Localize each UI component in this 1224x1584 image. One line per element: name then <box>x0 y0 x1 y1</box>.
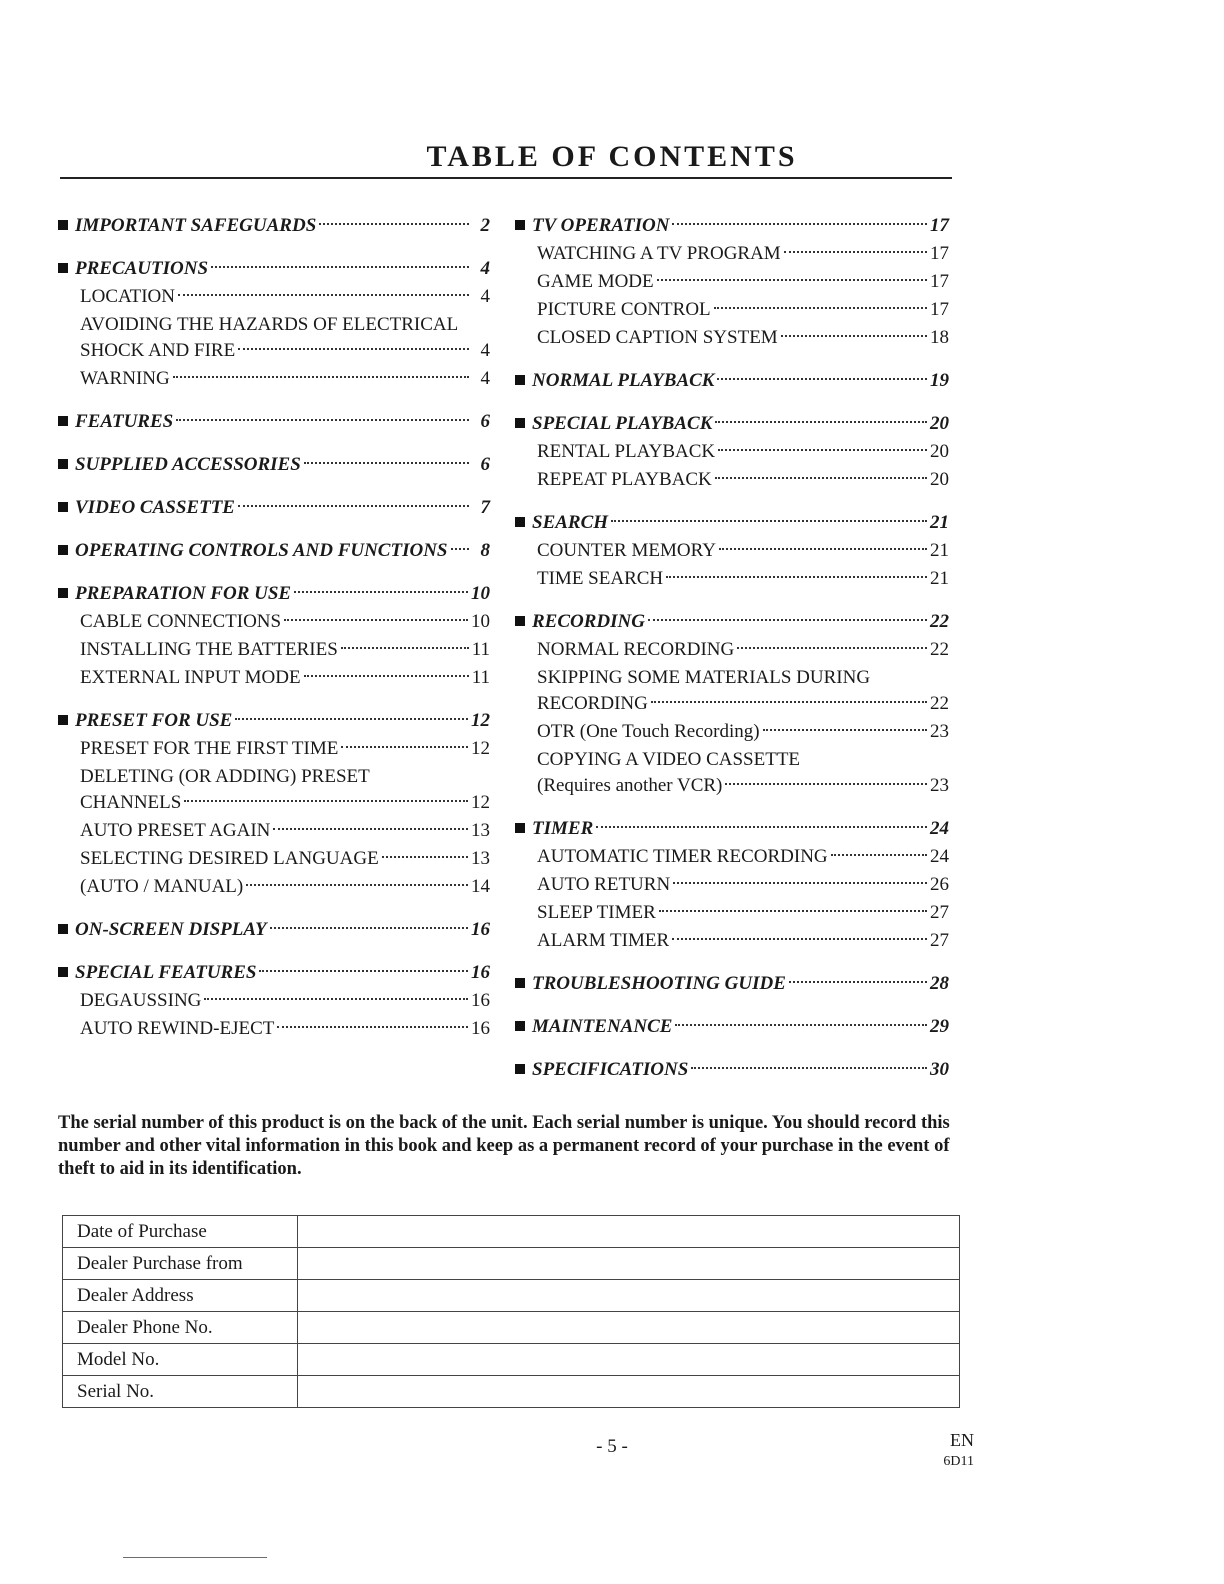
toc-heading[interactable] <box>515 212 949 240</box>
toc-subentry[interactable] <box>58 664 490 692</box>
toc-page-number: 18 <box>930 327 949 348</box>
bullet-icon <box>515 1021 525 1031</box>
toc-label: TROUBLESHOOTING GUIDE <box>532 973 786 994</box>
toc-label: IMPORTANT SAFEGUARDS <box>75 215 317 236</box>
record-label: Serial No. <box>63 1376 298 1408</box>
bullet-icon <box>515 978 525 988</box>
model-code: 6D11 <box>943 1454 974 1469</box>
toc-page-number: 20 <box>930 413 949 434</box>
toc-section <box>515 608 949 800</box>
toc-left-column <box>58 212 490 1058</box>
toc-label: AUTOMATIC TIMER RECORDING <box>537 846 828 867</box>
dot-leader <box>737 647 927 649</box>
dot-leader <box>831 854 927 856</box>
toc-label: TIMER <box>532 818 594 839</box>
toc-subentry[interactable] <box>515 466 949 494</box>
toc-subentry[interactable] <box>58 1015 490 1043</box>
toc-section <box>515 1056 949 1084</box>
dot-leader <box>781 335 927 337</box>
toc-label: GAME MODE <box>537 271 654 292</box>
toc-label: VIDEO CASSETTE <box>75 497 235 518</box>
toc-section <box>515 815 949 955</box>
toc-label-line1: COPYING A VIDEO CASSETTE <box>537 749 801 770</box>
dot-leader <box>719 548 927 550</box>
toc-page-number: 26 <box>930 874 949 895</box>
toc-section <box>58 707 490 901</box>
dot-leader <box>673 882 927 884</box>
toc-page-number: 2 <box>480 215 490 236</box>
bullet-icon <box>58 459 68 469</box>
dot-leader <box>648 619 927 621</box>
toc-page-number: 22 <box>930 639 949 660</box>
dot-leader <box>341 746 468 748</box>
toc-heading[interactable] <box>58 255 490 283</box>
record-row <box>63 1248 960 1280</box>
toc-label: (AUTO / MANUAL) <box>80 876 244 897</box>
toc-label: SHOCK AND FIRE <box>80 340 236 361</box>
toc-label: RENTAL PLAYBACK <box>537 441 716 462</box>
toc-heading[interactable] <box>515 367 949 395</box>
toc-page-number: 6 <box>480 454 490 475</box>
bullet-icon <box>515 1064 525 1074</box>
dot-leader <box>235 718 468 720</box>
toc-heading[interactable] <box>515 410 949 438</box>
toc-page-number: 19 <box>930 370 949 391</box>
toc-label-line2 <box>537 690 949 718</box>
toc-page-number: 21 <box>930 568 949 589</box>
toc-page-number: 10 <box>471 611 490 632</box>
record-row <box>63 1344 960 1376</box>
toc-label: REPEAT PLAYBACK <box>537 469 712 490</box>
toc-page-number: 4 <box>480 340 490 361</box>
toc-page-number: 13 <box>471 848 490 869</box>
toc-label: CHANNELS <box>80 792 182 813</box>
toc-label: ON-SCREEN DISPLAY <box>75 919 267 940</box>
record-row <box>63 1312 960 1344</box>
toc-label: SPECIAL FEATURES <box>75 962 257 983</box>
bullet-icon <box>515 375 525 385</box>
bullet-icon <box>58 715 68 725</box>
bullet-icon <box>58 502 68 512</box>
toc-page-number: 24 <box>930 818 949 839</box>
toc-heading[interactable] <box>515 608 949 636</box>
toc-heading[interactable] <box>58 916 490 944</box>
toc-label: INSTALLING THE BATTERIES <box>80 639 338 660</box>
dot-leader <box>211 266 469 268</box>
toc-label-line1: DELETING (OR ADDING) PRESET <box>80 766 370 787</box>
bullet-icon <box>58 416 68 426</box>
toc-label: CLOSED CAPTION SYSTEM <box>537 327 778 348</box>
page-title: TABLE OF CONTENTS <box>426 140 798 173</box>
toc-label: AUTO REWIND-EJECT <box>80 1018 275 1039</box>
toc-heading[interactable] <box>515 1056 949 1084</box>
toc-page-number: 4 <box>480 258 490 279</box>
toc-label: PRESET FOR USE <box>75 710 233 731</box>
toc-label-line1: AVOIDING THE HAZARDS OF ELECTRICAL <box>80 314 459 335</box>
toc-page-number: 27 <box>930 902 949 923</box>
dot-leader <box>784 251 927 253</box>
dot-leader <box>173 376 469 378</box>
record-value-field[interactable] <box>298 1248 960 1280</box>
toc-page-number: 29 <box>930 1016 949 1037</box>
toc-page-number: 28 <box>930 973 949 994</box>
dot-leader <box>715 477 927 479</box>
record-label: Dealer Address <box>63 1280 298 1312</box>
dot-leader <box>763 729 927 731</box>
toc-heading[interactable] <box>515 815 949 843</box>
record-label: Dealer Purchase from <box>63 1248 298 1280</box>
record-value-field[interactable] <box>298 1312 960 1344</box>
dot-leader <box>717 378 927 380</box>
toc-right-column <box>515 212 949 1099</box>
toc-subentry[interactable] <box>515 664 949 718</box>
dot-leader <box>789 981 927 983</box>
serial-number-notice: The serial number of this product is on the back of the unit. Each serial number is unique. You should record this number and other vital information in this book and keep as a permanent record of your purchase in the event of theft to aid in its identification. <box>58 1113 950 1179</box>
toc-page-number: 27 <box>930 930 949 951</box>
toc-heading[interactable] <box>58 212 490 240</box>
toc-label: SUPPLIED ACCESSORIES <box>75 454 301 475</box>
toc-label: AUTO PRESET AGAIN <box>80 820 271 841</box>
toc-subentry[interactable] <box>515 927 949 955</box>
toc-section <box>515 970 949 998</box>
toc-heading[interactable] <box>515 1013 949 1041</box>
toc-section <box>58 537 490 565</box>
toc-page-number: 24 <box>930 846 949 867</box>
toc-page-number: 16 <box>471 990 490 1011</box>
toc-label: EXTERNAL INPUT MODE <box>80 667 301 688</box>
toc-label: TIME SEARCH <box>537 568 664 589</box>
toc-subentry[interactable] <box>58 987 490 1015</box>
dot-leader <box>246 884 468 886</box>
toc-label: PRESET FOR THE FIRST TIME <box>80 738 339 759</box>
record-label: Dealer Phone No. <box>63 1312 298 1344</box>
toc-page-number: 30 <box>930 1059 949 1080</box>
toc-page-number: 22 <box>930 693 949 714</box>
dot-leader <box>204 998 468 1000</box>
toc-subentry[interactable] <box>58 608 490 636</box>
toc-label: COUNTER MEMORY <box>537 540 716 561</box>
toc-subentry[interactable] <box>515 296 949 324</box>
bullet-icon <box>58 588 68 598</box>
toc-heading[interactable] <box>58 537 490 565</box>
toc-subentry[interactable] <box>58 365 490 393</box>
toc-subentry[interactable] <box>515 240 949 268</box>
toc-section <box>515 367 949 395</box>
toc-subentry[interactable] <box>58 735 490 763</box>
toc-label: ALARM TIMER <box>537 930 670 951</box>
toc-section <box>58 408 490 436</box>
toc-page-number: 11 <box>471 667 490 688</box>
toc-heading[interactable] <box>58 494 490 522</box>
toc-page-number: 12 <box>471 738 490 759</box>
toc-subentry[interactable] <box>58 845 490 873</box>
toc-page-number: 22 <box>930 611 949 632</box>
bullet-icon <box>58 924 68 934</box>
toc-page-number: 16 <box>471 1018 490 1039</box>
toc-page-number: 13 <box>471 820 490 841</box>
toc-page-number: 16 <box>471 919 490 940</box>
dot-leader <box>691 1067 927 1069</box>
bullet-icon <box>58 545 68 555</box>
toc-label: PREPARATION FOR USE <box>75 583 292 604</box>
toc-label: NORMAL RECORDING <box>537 639 735 660</box>
toc-page-number: 17 <box>930 271 949 292</box>
toc-subentry[interactable] <box>515 746 949 800</box>
record-row <box>63 1280 960 1312</box>
dot-leader <box>714 307 927 309</box>
toc-page-number: 8 <box>480 540 490 561</box>
toc-label: PICTURE CONTROL <box>537 299 711 320</box>
toc-page-number: 12 <box>471 792 490 813</box>
toc-page-number: 20 <box>930 469 949 490</box>
bullet-icon <box>515 616 525 626</box>
dot-leader <box>675 1024 927 1026</box>
toc-subentry[interactable] <box>58 817 490 845</box>
bullet-icon <box>515 418 525 428</box>
toc-page-number: 17 <box>930 215 949 236</box>
toc-page-number: 16 <box>471 962 490 983</box>
toc-page-number: 23 <box>930 721 949 742</box>
toc-subentry[interactable] <box>515 565 949 593</box>
toc-section <box>515 509 949 593</box>
toc-page-number: 12 <box>471 710 490 731</box>
toc-label: MAINTENANCE <box>532 1016 673 1037</box>
dot-leader <box>715 421 927 423</box>
purchase-record-table <box>62 1215 960 1408</box>
page-number: - 5 - <box>596 1436 628 1457</box>
toc-label: OTR (One Touch Recording) <box>537 721 760 742</box>
toc-subentry[interactable] <box>58 283 490 311</box>
toc-subentry[interactable] <box>515 899 949 927</box>
toc-subentry[interactable] <box>58 763 490 817</box>
bullet-icon <box>58 220 68 230</box>
toc-page-number: 10 <box>471 583 490 604</box>
toc-subentry[interactable] <box>515 537 949 565</box>
record-row <box>63 1376 960 1408</box>
dot-leader <box>277 1026 468 1028</box>
toc-page-number: 11 <box>471 639 490 660</box>
footer-rule <box>123 1557 267 1558</box>
dot-leader <box>659 910 927 912</box>
toc-subentry[interactable] <box>515 268 949 296</box>
toc-heading[interactable] <box>58 451 490 479</box>
dot-leader <box>611 520 927 522</box>
dot-leader <box>596 826 927 828</box>
toc-section <box>58 916 490 944</box>
toc-label: (Requires another VCR) <box>537 775 723 796</box>
toc-label: SPECIFICATIONS <box>532 1059 689 1080</box>
toc-heading[interactable] <box>58 580 490 608</box>
dot-leader <box>273 828 468 830</box>
toc-heading[interactable] <box>58 408 490 436</box>
toc-subentry[interactable] <box>515 718 949 746</box>
toc-label-line2 <box>80 337 490 365</box>
record-label: Model No. <box>63 1344 298 1376</box>
record-value-field[interactable] <box>298 1280 960 1312</box>
toc-section <box>58 255 490 393</box>
toc-label: CABLE CONNECTIONS <box>80 611 282 632</box>
toc-page-number: 4 <box>480 286 490 307</box>
record-value-field[interactable] <box>298 1344 960 1376</box>
toc-label: RECORDING <box>537 693 648 714</box>
toc-section <box>58 959 490 1043</box>
toc-label: SELECTING DESIRED LANGUAGE <box>80 848 379 869</box>
toc-page-number: 20 <box>930 441 949 462</box>
toc-page-number: 14 <box>471 876 490 897</box>
toc-subentry[interactable] <box>515 843 949 871</box>
toc-label-line1: SKIPPING SOME MATERIALS DURING <box>537 667 871 688</box>
toc-label: PRECAUTIONS <box>75 258 209 279</box>
toc-page-number: 4 <box>480 368 490 389</box>
toc-label: LOCATION <box>80 286 175 307</box>
dot-leader <box>176 419 469 421</box>
bullet-icon <box>515 823 525 833</box>
toc-subentry[interactable] <box>58 636 490 664</box>
toc-page-number: 21 <box>930 512 949 533</box>
toc-heading[interactable] <box>515 509 949 537</box>
dot-leader <box>319 223 469 225</box>
dot-leader <box>672 938 927 940</box>
toc-label: SEARCH <box>532 512 609 533</box>
toc-label: WARNING <box>80 368 170 389</box>
toc-subentry[interactable] <box>515 324 949 352</box>
toc-section <box>515 410 949 494</box>
toc-subentry[interactable] <box>515 636 949 664</box>
toc-section <box>515 1013 949 1041</box>
dot-leader <box>341 647 469 649</box>
toc-label: WATCHING A TV PROGRAM <box>537 243 781 264</box>
dot-leader <box>259 970 468 972</box>
record-value-field[interactable] <box>298 1376 960 1408</box>
dot-leader <box>451 548 470 550</box>
dot-leader <box>178 294 469 296</box>
record-label: Date of Purchase <box>63 1216 298 1248</box>
dot-leader <box>238 505 469 507</box>
toc-label-line2 <box>80 789 490 817</box>
toc-section <box>58 580 490 692</box>
toc-label: RECORDING <box>532 611 645 632</box>
toc-label: NORMAL PLAYBACK <box>532 370 715 391</box>
bullet-icon <box>515 517 525 527</box>
toc-page-number: 17 <box>930 243 949 264</box>
toc-page-number: 23 <box>930 775 949 796</box>
toc-label: DEGAUSSING <box>80 990 202 1011</box>
toc-label: FEATURES <box>75 411 174 432</box>
toc-subentry[interactable] <box>58 311 490 365</box>
toc-label: AUTO RETURN <box>537 874 671 895</box>
toc-page-number: 6 <box>480 411 490 432</box>
dot-leader <box>284 619 468 621</box>
toc-section <box>58 212 490 240</box>
toc-page-number: 7 <box>480 497 490 518</box>
toc-label: TV OPERATION <box>532 215 670 236</box>
dot-leader <box>294 591 468 593</box>
toc-label: SPECIAL PLAYBACK <box>532 413 713 434</box>
dot-leader <box>725 783 927 785</box>
document-code <box>943 1430 974 1472</box>
dot-leader <box>672 223 927 225</box>
dot-leader <box>382 856 468 858</box>
toc-page-number: 17 <box>930 299 949 320</box>
toc-subentry[interactable] <box>58 873 490 901</box>
toc-subentry[interactable] <box>515 871 949 899</box>
toc-page-number: 21 <box>930 540 949 561</box>
bullet-icon <box>515 220 525 230</box>
title-underline <box>60 177 952 179</box>
toc-heading[interactable] <box>58 959 490 987</box>
dot-leader <box>304 462 469 464</box>
dot-leader <box>270 927 468 929</box>
language-code: EN <box>950 1430 974 1450</box>
bullet-icon <box>58 263 68 273</box>
dot-leader <box>238 348 469 350</box>
toc-label-line2 <box>537 772 949 800</box>
record-row <box>63 1216 960 1248</box>
toc-section <box>58 494 490 522</box>
record-value-field[interactable] <box>298 1216 960 1248</box>
toc-heading[interactable] <box>515 970 949 998</box>
dot-leader <box>651 701 927 703</box>
dot-leader <box>666 576 927 578</box>
toc-label: OPERATING CONTROLS AND FUNCTIONS <box>75 540 448 561</box>
toc-heading[interactable] <box>58 707 490 735</box>
dot-leader <box>718 449 927 451</box>
bullet-icon <box>58 967 68 977</box>
dot-leader <box>304 675 469 677</box>
dot-leader <box>184 800 468 802</box>
toc-subentry[interactable] <box>515 438 949 466</box>
dot-leader <box>657 279 927 281</box>
toc-section <box>515 212 949 352</box>
toc-section <box>58 451 490 479</box>
toc-label: SLEEP TIMER <box>537 902 656 923</box>
